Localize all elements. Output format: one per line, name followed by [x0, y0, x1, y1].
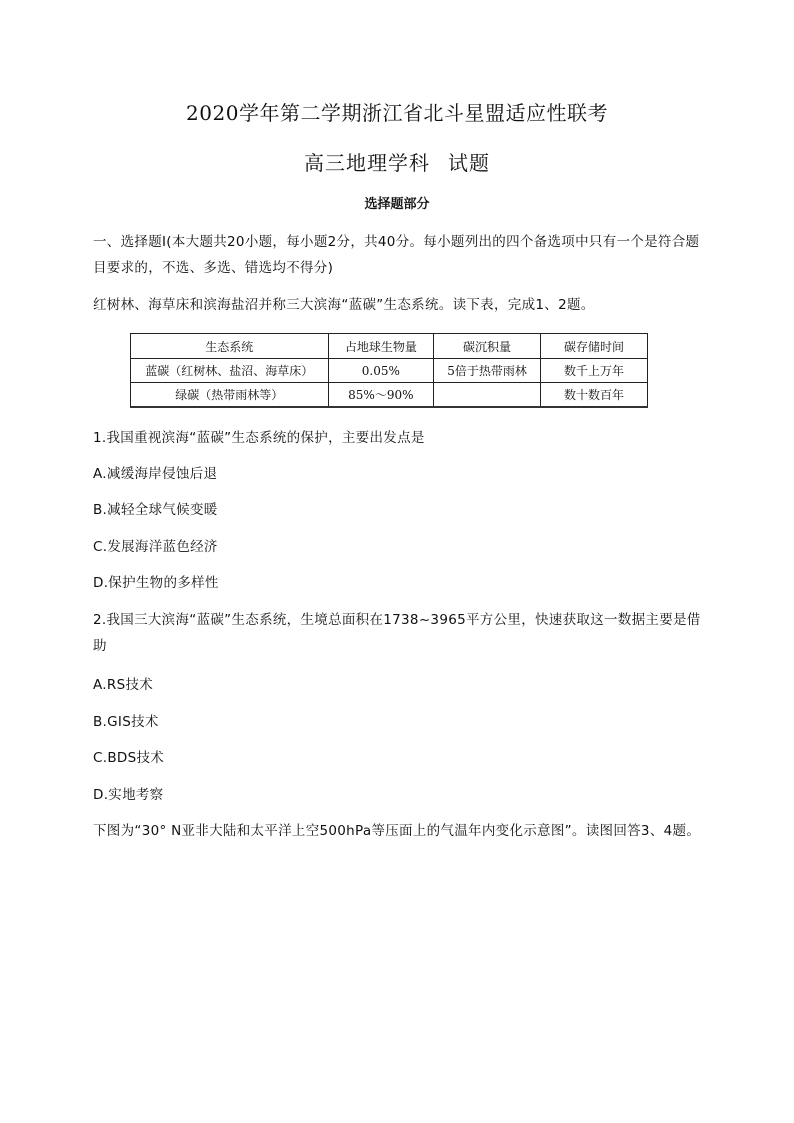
question-2-option-b: B.GIS技术	[93, 714, 159, 730]
question-1-stem: 1.我国重视滨海“蓝碳”生态系统的保护，主要出发点是	[93, 430, 425, 446]
exam-subtitle	[0, 147, 794, 176]
table-row	[131, 383, 648, 408]
question-2-option-d: D.实地考察	[93, 787, 164, 803]
exam-title: 2020学年第二学期浙江省北斗星盟适应性联考	[186, 101, 608, 125]
question-2-option-a: A.RS技术	[93, 677, 154, 693]
intro-text-2: 下图为“30° N亚非大陆和太平洋上空500hPa等压面上的气温年内变化示意图”。读图回答3、4题。	[93, 823, 701, 839]
intro-text-1: 红树林、海草床和滨海盐沼并称三大滨海“蓝碳”生态系统。读下表，完成1、2题。	[93, 297, 595, 313]
table-header-cell: 碳存储时间	[541, 334, 648, 359]
table-header-row	[131, 334, 648, 359]
table-header-cell: 占地球生物量	[328, 334, 434, 359]
question-1-option-a: A.减缓海岸侵蚀后退	[93, 466, 218, 482]
question-2-option-c: C.BDS技术	[93, 750, 165, 766]
table-cell	[434, 383, 541, 408]
question-1-option-c: C.发展海洋蓝色经济	[93, 539, 218, 555]
section-heading: 选择题部分	[364, 197, 430, 212]
question-1-option-b: B.减轻全球气候变暖	[93, 502, 218, 518]
table-header-cell: 生态系统	[131, 334, 329, 359]
table-cell: 数十数百年	[541, 383, 648, 408]
table-cell: 85%～90%	[328, 383, 434, 408]
ecosystem-table	[130, 333, 648, 408]
table-row	[131, 359, 648, 383]
table-cell: 绿碳（热带雨林等）	[131, 383, 329, 408]
paper-label: 试题	[448, 151, 490, 175]
table-cell: 5倍于热带雨林	[434, 359, 541, 383]
subject-label: 高三地理学科	[304, 151, 430, 175]
instructions-text: 一、选择题Ⅰ(本大题共20小题，每小题2分，共40分。每小题列出的四个备选项中只有一个是符合题目要求的，不选、多选、错选均不得分)	[93, 234, 700, 276]
table-cell: 0.05%	[328, 359, 434, 383]
question-1-option-d: D.保护生物的多样性	[93, 575, 219, 591]
question-2-stem: 2.我国三大滨海“蓝碳”生态系统，生境总面积在1738~3965平方公里，快速获取这一数据主要是借助	[93, 612, 701, 654]
table-cell: 蓝碳（红树林、盐沼、海草床）	[131, 359, 329, 383]
table-cell: 数千上万年	[541, 359, 648, 383]
table-header-cell: 碳沉积量	[434, 334, 541, 359]
